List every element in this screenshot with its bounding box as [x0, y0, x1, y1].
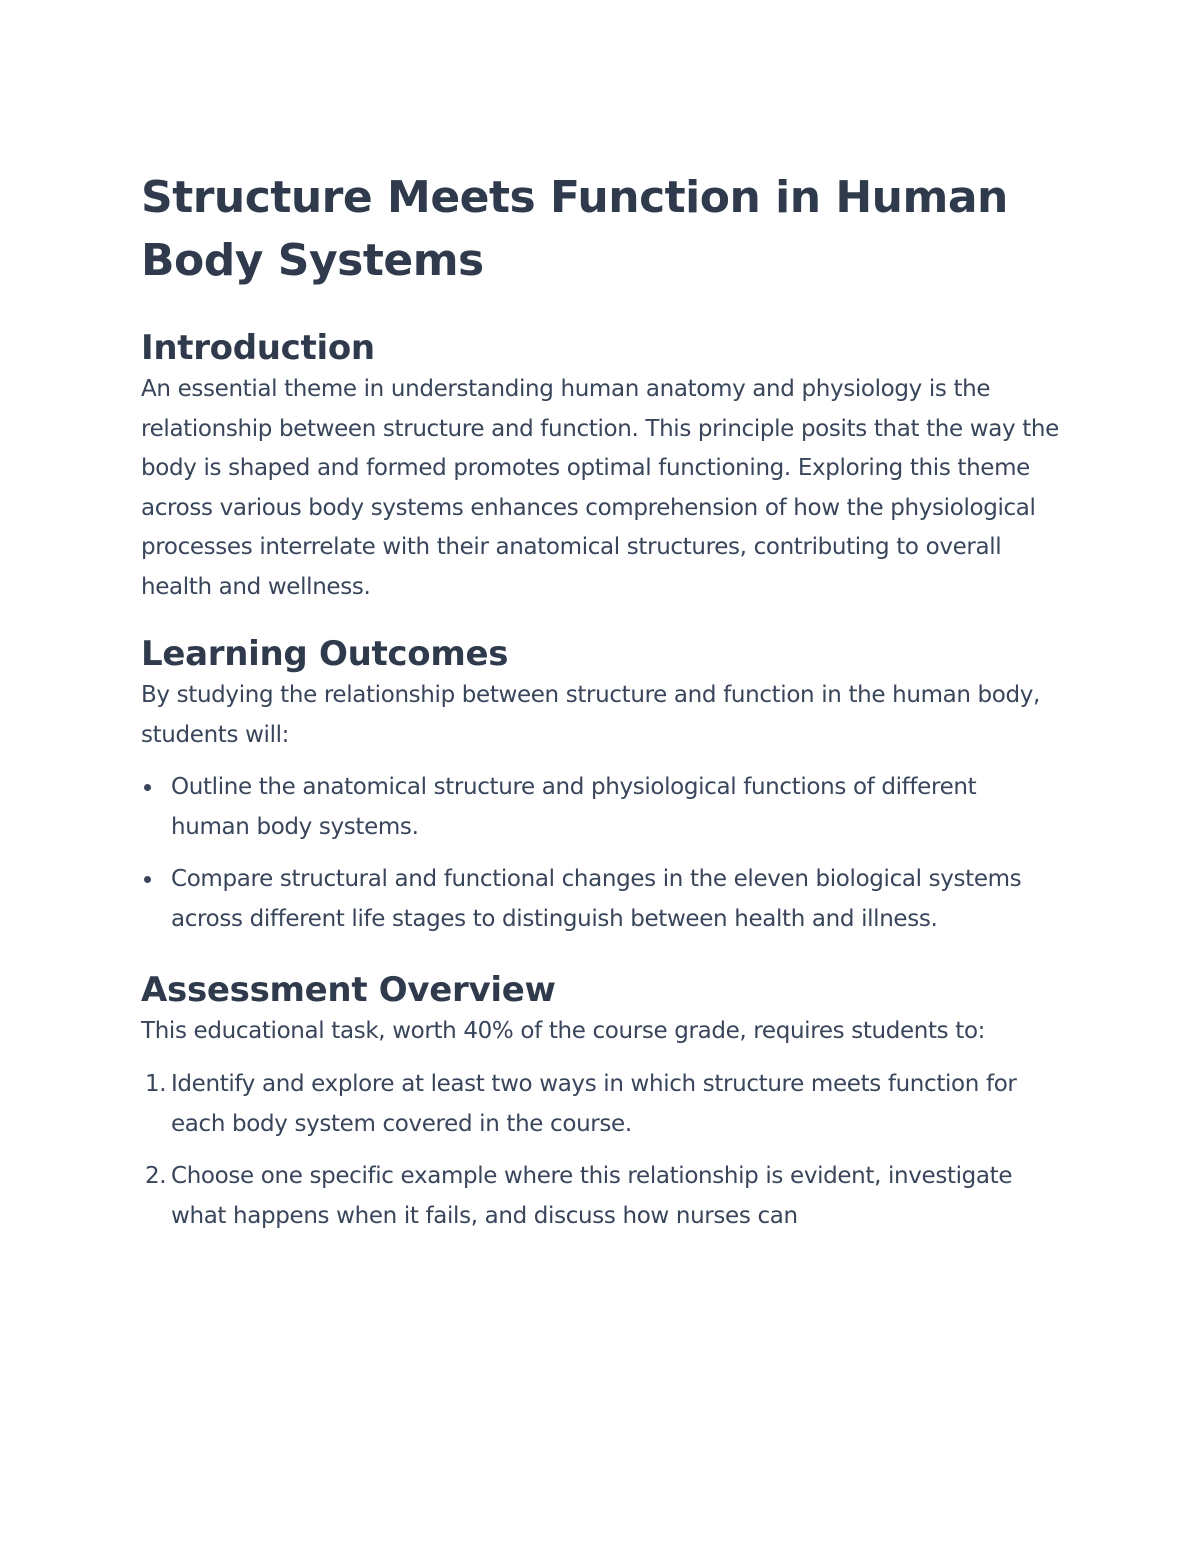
learning-outcomes-heading: Learning Outcomes	[141, 634, 509, 674]
bullet-dot-icon	[144, 876, 151, 883]
list-item-text: Choose one specific example where this relationship is evident, investigate what happens when it fails, and discuss how nurses can	[171, 1162, 1013, 1229]
assessment-overview-lead: This educational task, worth 40% of the course grade, requires students to:	[141, 1018, 986, 1044]
bullet-dot-icon	[144, 784, 151, 791]
list-item	[141, 1064, 1060, 1144]
introduction-heading: Introduction	[141, 328, 375, 368]
list-item	[141, 767, 1060, 847]
assessment-overview-heading: Assessment Overview	[141, 970, 556, 1010]
learning-outcomes-lead: By studying the relationship between structure and function in the human body, students will:	[141, 682, 1041, 748]
introduction-paragraph: An essential theme in understanding human anatomy and physiology is the relationship between structure and function. This principle posits that the way the body is shaped and formed promotes optimal functioning. Exploring this theme across various body systems enhances comprehension of how the physiological processes interrelate with their anatomical structures, contributing to overall health and wellness.	[141, 376, 1059, 600]
list-item-text: Identify and explore at least two ways in which structure meets function for each body system covered in the course.	[171, 1070, 1017, 1137]
list-item	[141, 859, 1060, 939]
list-item	[141, 1156, 1060, 1236]
assessment-steps-list	[141, 1064, 1060, 1236]
step-number: 2.	[145, 1162, 167, 1189]
document-title: Structure Meets Function in Human Body Systems	[141, 172, 1008, 286]
list-item-text: Outline the anatomical structure and physiological functions of different human body systems.	[171, 774, 977, 840]
list-item-text: Compare structural and functional changes in the eleven biological systems across different life stages to distinguish between health and illness.	[171, 866, 1022, 932]
step-number: 1.	[145, 1070, 167, 1097]
learning-outcomes-list	[141, 767, 1060, 939]
